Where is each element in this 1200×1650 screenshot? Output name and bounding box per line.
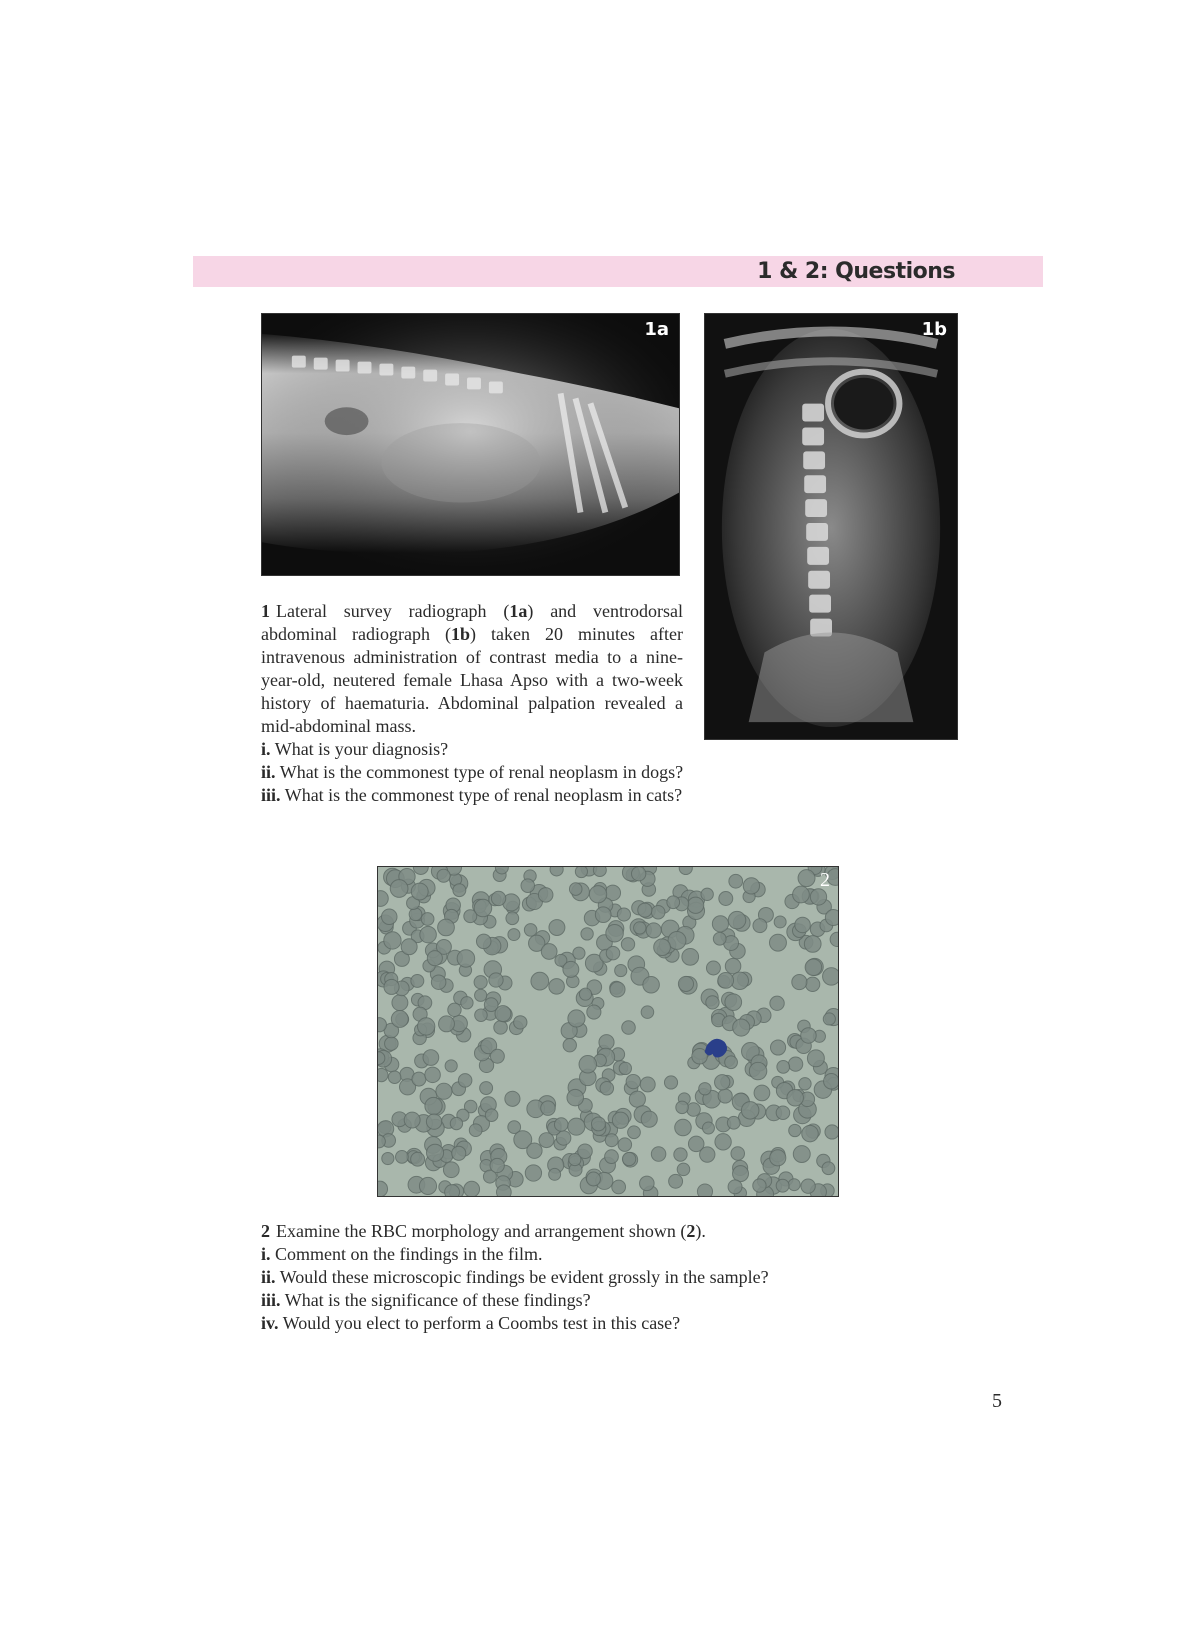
- figure-ref-1b: 1b: [450, 624, 470, 644]
- question-text: Would these microscopic findings be evident grossly in the sample?: [279, 1267, 769, 1287]
- radiograph-1a-image: [261, 313, 680, 576]
- case-1-number: 1: [261, 601, 270, 621]
- case-2-question: [261, 1266, 861, 1289]
- figure-ref-1a: 1a: [509, 601, 528, 621]
- question-number: ii.: [261, 1267, 276, 1287]
- case-2-description: [261, 1220, 861, 1243]
- case-1-intro-part: Lateral survey radiograph (: [276, 601, 510, 621]
- case-1-intro-part: ) taken 20 minutes after intravenous administration of contrast media to a nine-year-old, neutered female Lhasa Apso with a two-week history of haematuria. Abdominal palpation revealed a mid-abdominal mass.: [261, 624, 683, 736]
- figure-1a-label: 1a: [644, 319, 669, 340]
- question-text: Would you elect to perform a Coombs test in this case?: [282, 1313, 681, 1333]
- radiograph-1b-image: [704, 313, 958, 740]
- blood-smear-image: [377, 866, 839, 1197]
- case-1-description: [261, 600, 683, 738]
- question-text: What is the significance of these findings?: [284, 1290, 591, 1310]
- question-text: What is the commonest type of renal neoplasm in cats?: [284, 785, 683, 805]
- question-number: iv.: [261, 1313, 279, 1333]
- question-number: i.: [261, 1244, 271, 1264]
- case-1-text: [261, 600, 683, 807]
- section-header-bar: [193, 256, 1043, 287]
- page-number: 5: [992, 1390, 1002, 1412]
- question-number: i.: [261, 739, 271, 759]
- question-text: What is your diagnosis?: [274, 739, 449, 759]
- question-text: What is the commonest type of renal neoplasm in dogs?: [279, 762, 684, 782]
- question-number: iii.: [261, 785, 281, 805]
- case-2-intro-part: ).: [695, 1221, 706, 1241]
- figure-ref-2: 2: [686, 1221, 696, 1241]
- figure-2-label: 2: [820, 869, 830, 891]
- case-2-question: [261, 1243, 861, 1266]
- case-2-intro-part: Examine the RBC morphology and arrangement shown (: [276, 1221, 687, 1241]
- question-number: ii.: [261, 762, 276, 782]
- case-2-number: 2: [261, 1221, 270, 1241]
- case-2-question: [261, 1312, 861, 1335]
- figure-1b-label: 1b: [921, 319, 947, 340]
- section-title: 1 & 2: Questions: [757, 259, 955, 284]
- case-2-question: [261, 1289, 861, 1312]
- question-number: iii.: [261, 1290, 281, 1310]
- case-1-question: [261, 784, 683, 807]
- case-2-text: [261, 1220, 861, 1335]
- case-1-question: [261, 761, 683, 784]
- case-1-question: [261, 738, 683, 761]
- case-1-intro-part: ) and ventrodorsal abdominal radiograph (: [261, 601, 683, 644]
- question-text: Comment on the findings in the film.: [275, 1244, 543, 1264]
